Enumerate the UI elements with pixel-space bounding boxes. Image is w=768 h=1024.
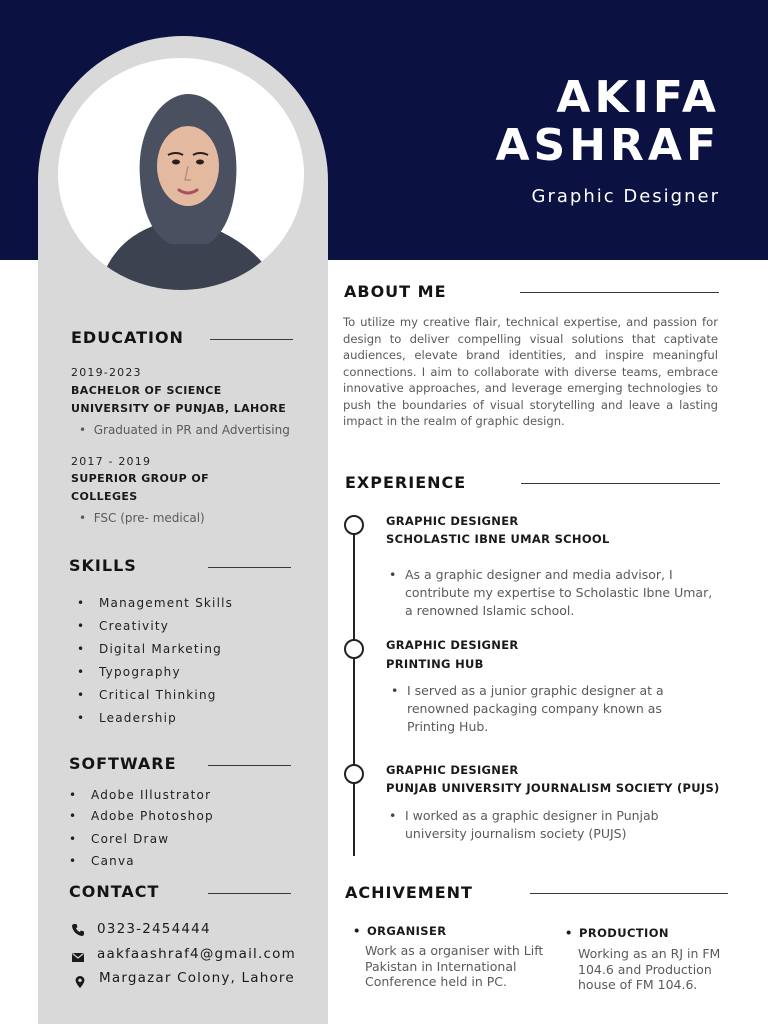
achievement-title: ACHIVEMENT (345, 883, 473, 902)
email-icon (71, 950, 85, 964)
last-name: ASHRAF (495, 120, 720, 171)
achievement-label: • PRODUCTION (579, 926, 669, 940)
education-years: 2019-2023 (71, 366, 142, 379)
education-school: COLLEGES (71, 490, 138, 503)
achievement-desc: Working as an RJ in FM 104.6 and Production house of FM 104.6. (578, 946, 721, 992)
about-title: ABOUT ME (344, 282, 447, 301)
experience-desc: • I served as a junior graphic designer at a renowned packaging company known as Printing Hub. (407, 682, 664, 736)
experience-org: PUNJAB UNIVERSITY JOURNALISM SOCIETY (PUJS) (386, 781, 720, 795)
education-years: 2017 - 2019 (71, 455, 152, 468)
achievement-rule (530, 893, 728, 894)
experience-title: EXPERIENCE (345, 473, 467, 492)
timeline-dot (344, 639, 364, 659)
experience-org: SCHOLASTIC IBNE UMAR SCHOOL (386, 532, 610, 546)
education-note: • Graduated in PR and Advertising (79, 423, 290, 437)
education-school: UNIVERSITY OF PUNJAB, LAHORE (71, 402, 287, 415)
software-title: SOFTWARE (69, 754, 177, 773)
software-rule (208, 765, 291, 766)
skill-item: • Typography (99, 665, 181, 679)
experience-rule (521, 483, 720, 484)
contact-address: Margazar Colony, Lahore (99, 970, 295, 986)
experience-role: GRAPHIC DESIGNER (386, 514, 519, 528)
phone-icon (71, 923, 85, 937)
education-degree: BACHELOR OF SCIENCE (71, 384, 222, 397)
full-name (495, 74, 720, 170)
skill-item: • Management Skills (99, 596, 233, 610)
experience-desc: • I worked as a graphic designer in Punjab university journalism society (PUJS) (405, 807, 659, 843)
contact-title: CONTACT (69, 882, 160, 901)
profile-photo (58, 58, 304, 290)
location-pin-icon (73, 975, 87, 989)
software-item: • Canva (91, 854, 135, 868)
first-name: AKIFA (556, 72, 720, 123)
portrait-photo-icon (58, 58, 304, 290)
education-degree: SUPERIOR GROUP OF (71, 472, 209, 485)
about-rule (520, 292, 719, 293)
education-rule (210, 339, 293, 340)
timeline-dot (344, 515, 364, 535)
skill-item: • Creativity (99, 619, 169, 633)
experience-org: PRINTING HUB (386, 657, 484, 671)
contact-rule (208, 893, 291, 894)
skills-rule (208, 567, 291, 568)
achievement-label: • ORGANISER (367, 924, 446, 938)
contact-phone[interactable]: 0323-2454444 (97, 921, 211, 937)
skills-title: SKILLS (69, 556, 137, 575)
contact-email[interactable]: aakfaashraf4@gmail.com (97, 946, 296, 962)
education-note: • FSC (pre- medical) (79, 511, 205, 525)
experience-desc: • As a graphic designer and media advisor, I contribute my expertise to Scholastic Ibne Umar, a renowned Islamic school. (405, 566, 712, 620)
timeline-line (353, 524, 355, 856)
software-item: • Adobe Photoshop (91, 809, 214, 823)
experience-role: GRAPHIC DESIGNER (386, 763, 519, 777)
about-text: To utilize my creative flair, technical expertise, and passion for design to deliver compelling visual solutions that captivate audiences, elevate brand identities, and inspire meaningful connections. I aim to collaborate with diverse teams, embrace innovative approaches, and leverage emerging technologies to push the boundaries of visual storytelling and leave a lasting impact in the realm of graphic design. (343, 315, 718, 428)
experience-role: GRAPHIC DESIGNER (386, 638, 519, 652)
education-title: EDUCATION (71, 328, 184, 347)
skill-item: • Leadership (99, 711, 177, 725)
job-title: Graphic Designer (531, 186, 720, 207)
software-item: • Corel Draw (91, 832, 169, 846)
software-item: • Adobe Illustrator (91, 788, 211, 802)
timeline-dot (344, 764, 364, 784)
achievement-desc: Work as a organiser with Lift Pakistan in International Conference held in PC. (365, 943, 544, 989)
skill-item: • Digital Marketing (99, 642, 222, 656)
skill-item: • Critical Thinking (99, 688, 217, 702)
